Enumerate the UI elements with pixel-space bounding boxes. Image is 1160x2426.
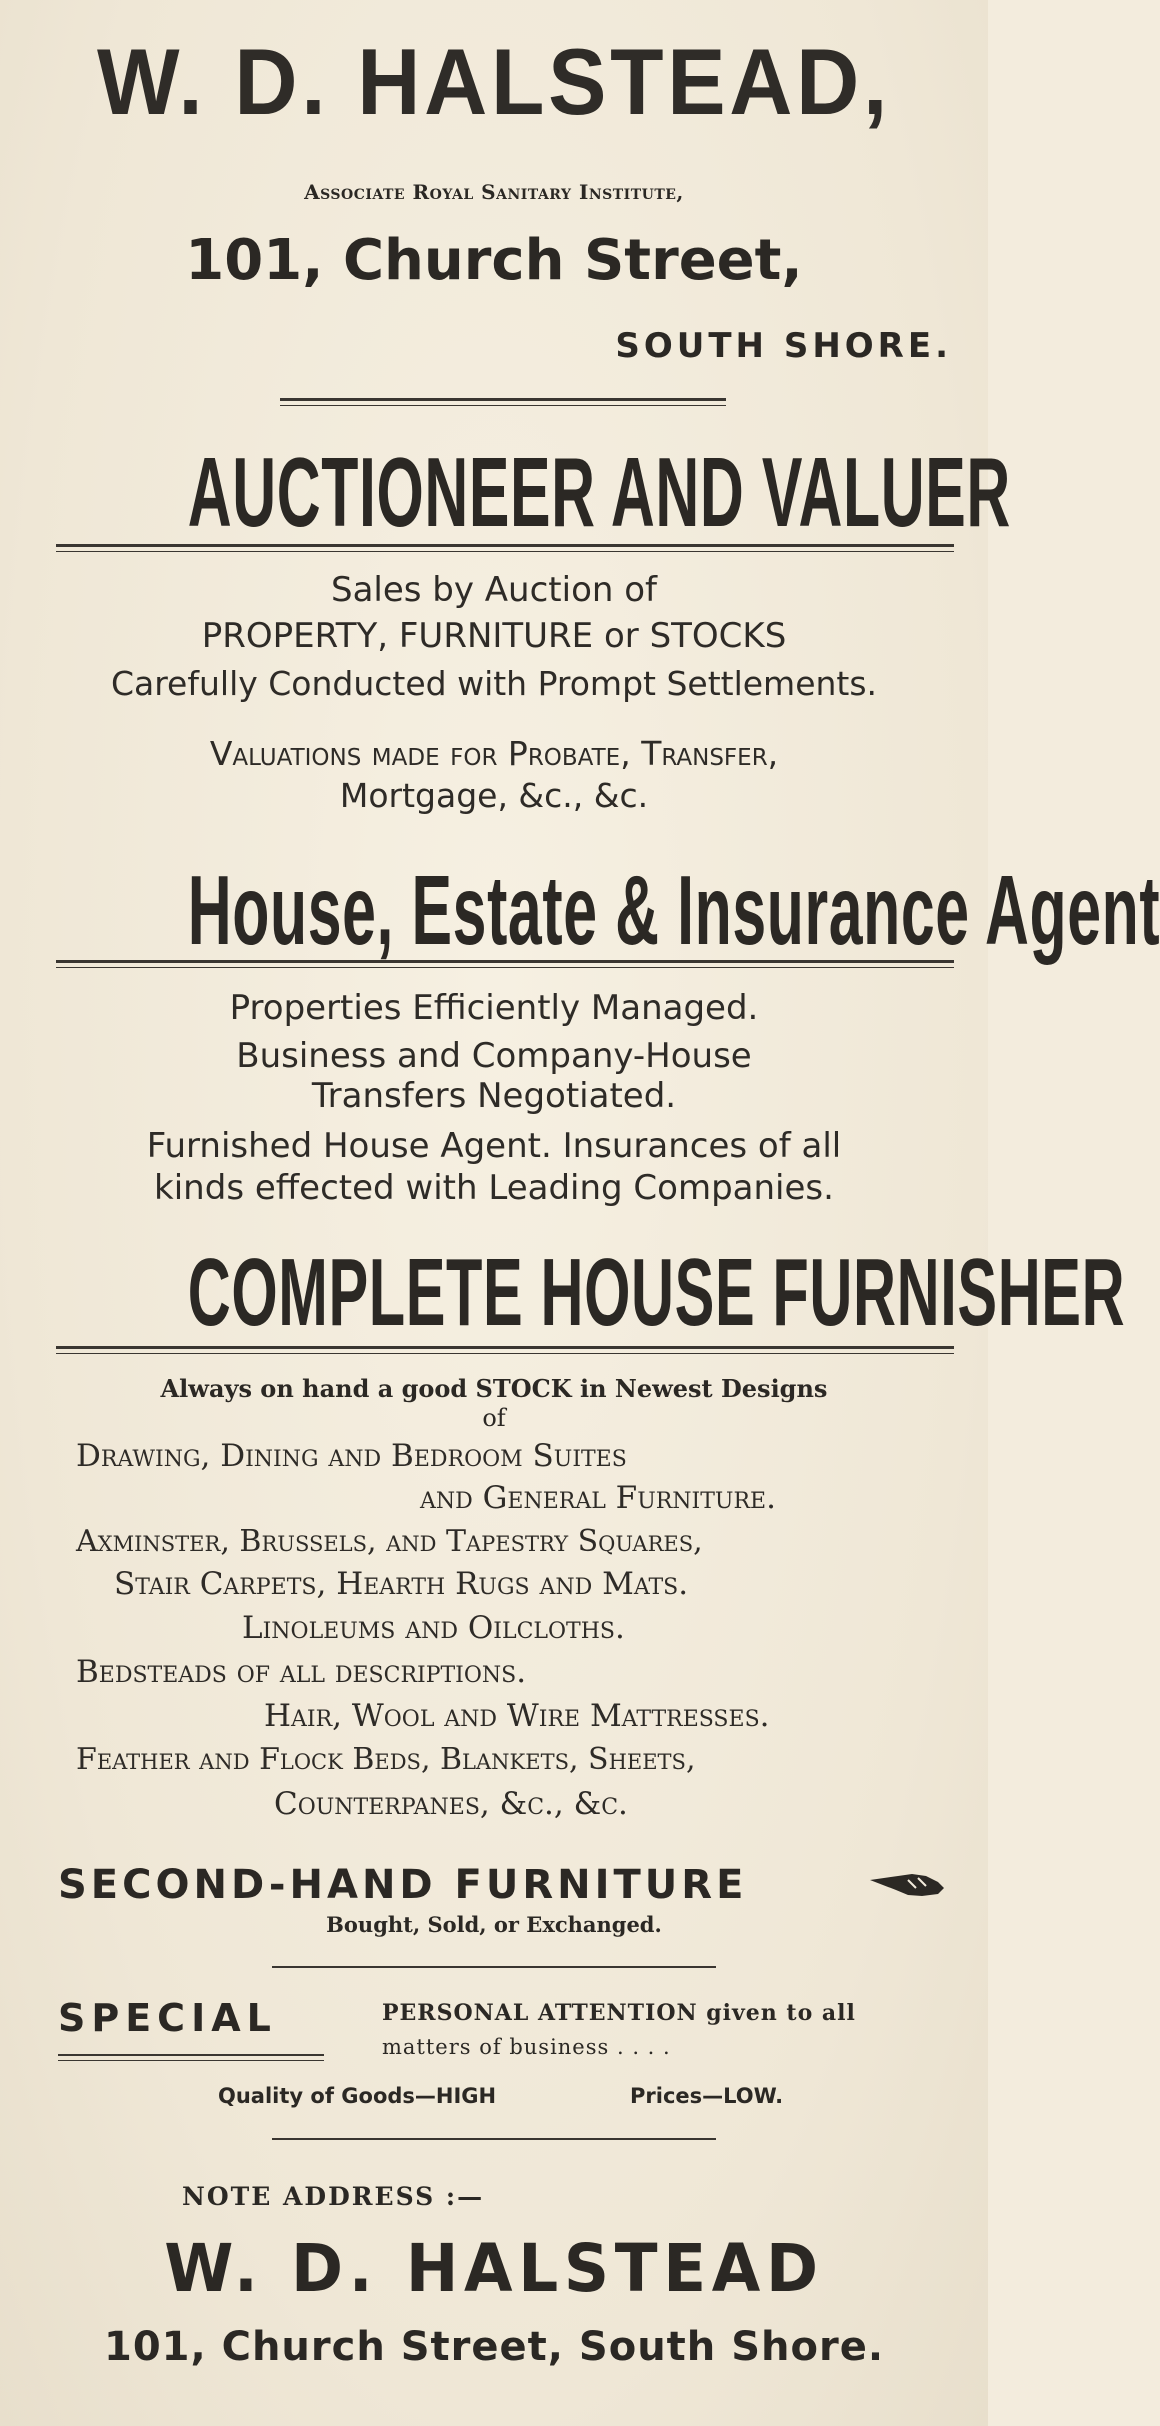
agent-line-4: Furnished House Agent. Insurances of all bbox=[146, 1126, 842, 1166]
agent-heading: House, Estate & Insurance Agent bbox=[187, 855, 1160, 965]
agent-line-3: Transfers Negotiated. bbox=[311, 1076, 677, 1116]
auctioneer-rule bbox=[56, 544, 954, 547]
street-address: 101, Church Street, bbox=[185, 228, 803, 293]
header-divider bbox=[280, 398, 726, 401]
special-divider bbox=[272, 1966, 716, 1968]
furniture-line-4: Stair Carpets, Hearth Rugs and Mats. bbox=[114, 1566, 689, 1602]
special-underline-2 bbox=[58, 2060, 324, 2061]
furniture-line-2: and General Furniture. bbox=[420, 1480, 776, 1516]
footer-divider bbox=[272, 2138, 716, 2140]
note-address-label: NOTE ADDRESS :— bbox=[182, 2182, 485, 2211]
furniture-line-8: Feather and Flock Beds, Blankets, Sheets, bbox=[76, 1742, 696, 1777]
agent-line-1: Properties Efficiently Managed. bbox=[229, 988, 759, 1028]
pointing-hand-icon bbox=[868, 1868, 948, 1902]
special-label: SPECIAL bbox=[58, 1996, 277, 2040]
valuation-line-2: Mortgage, &c., &c. bbox=[339, 776, 649, 815]
furniture-line-3: Axminster, Brussels, and Tapestry Squares, bbox=[76, 1524, 703, 1559]
business-name: W. D. HALSTEAD, bbox=[96, 29, 892, 134]
association-line: Associate Royal Sanitary Institute, bbox=[304, 180, 684, 204]
footer-address: 101, Church Street, South Shore. bbox=[103, 2324, 885, 2370]
agent-line-5: kinds effected with Leading Companies. bbox=[154, 1168, 834, 1208]
stock-of: of bbox=[482, 1404, 506, 1432]
footer-business-name: W. D. HALSTEAD bbox=[164, 2230, 824, 2307]
valuation-line-1: Valuations made for Probate, Transfer, bbox=[209, 734, 779, 773]
auction-line-1: Sales by Auction of bbox=[330, 570, 658, 610]
furniture-line-5: Linoleums and Oilcloths. bbox=[242, 1610, 625, 1646]
stock-intro: Always on hand a good STOCK in Newest Designs bbox=[160, 1374, 828, 1403]
locality: SOUTH SHORE. bbox=[615, 326, 952, 366]
quality-prices: Prices—LOW. bbox=[630, 2084, 784, 2108]
second-hand-subtitle: Bought, Sold, or Exchanged. bbox=[326, 1912, 662, 1937]
furnisher-heading: COMPLETE HOUSE FURNISHER bbox=[187, 1239, 1126, 1346]
second-hand-title: SECOND-HAND FURNITURE bbox=[58, 1862, 748, 1908]
furniture-line-9: Counterpanes, &c., &c. bbox=[274, 1786, 628, 1822]
furniture-line-1: Drawing, Dining and Bedroom Suites bbox=[76, 1438, 627, 1474]
auctioneer-heading: AUCTIONEER AND VALUER bbox=[187, 437, 1011, 547]
special-line-1: PERSONAL ATTENTION given to all bbox=[382, 2000, 856, 2026]
quality-goods: Quality of Goods—HIGH bbox=[218, 2084, 497, 2108]
furniture-line-7: Hair, Wool and Wire Mattresses. bbox=[264, 1698, 770, 1734]
auction-line-3: Carefully Conducted with Prompt Settlements. bbox=[110, 664, 878, 703]
auction-line-2: PROPERTY, FURNITURE or STOCKS bbox=[201, 616, 787, 656]
agent-line-2: Business and Company-House bbox=[236, 1036, 752, 1076]
special-line-2: matters of business . . . . bbox=[382, 2035, 671, 2059]
agent-rule bbox=[56, 960, 954, 963]
furniture-line-6: Bedsteads of all descriptions. bbox=[76, 1654, 527, 1690]
special-underline bbox=[58, 2054, 324, 2056]
furnisher-rule bbox=[56, 1346, 954, 1349]
